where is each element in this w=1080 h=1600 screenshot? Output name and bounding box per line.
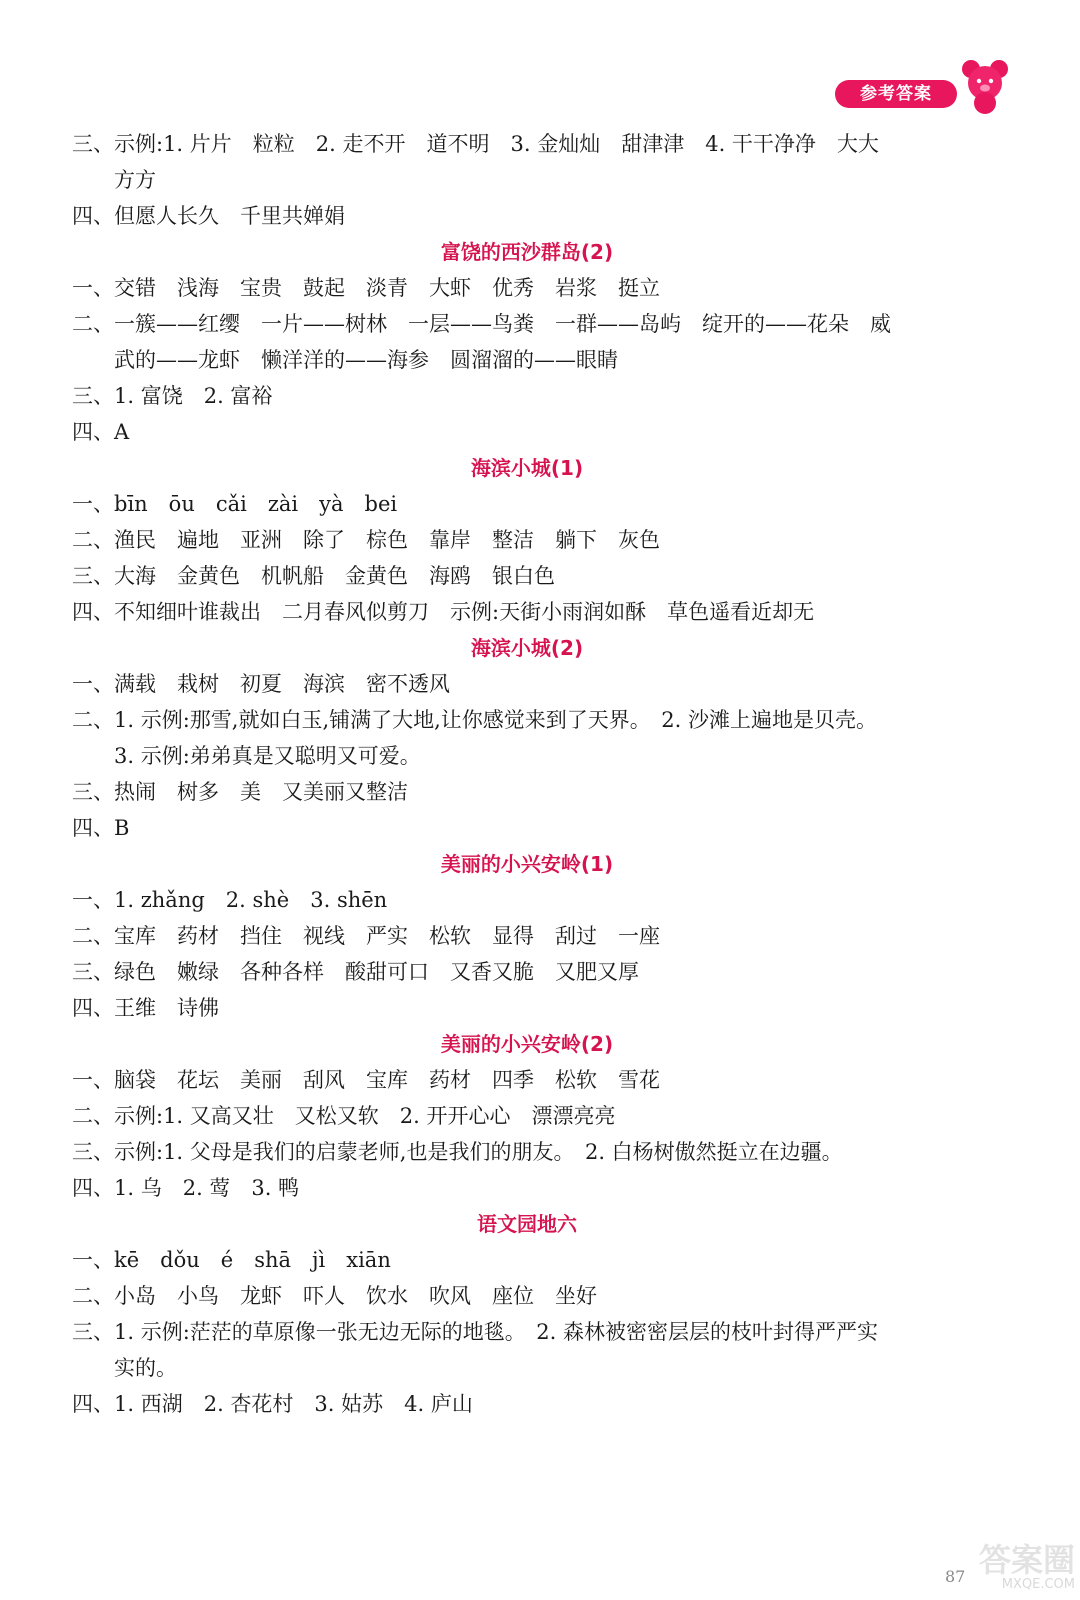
answer-line: 四、A xyxy=(72,420,130,444)
answer-line: 一、bīn ōu cǎi zài yà bei xyxy=(72,492,398,516)
answer-line: 三、1. 示例:茫茫的草原像一张无边无际的地毯。 2. 森林被密密层层的枝叶封得严严实 xyxy=(72,1320,878,1344)
teddy-bear-icon xyxy=(955,55,1015,115)
answer-line: 三、示例:1. 父母是我们的启蒙老师,也是我们的朋友。 2. 白杨树傲然挺立在边疆。 xyxy=(72,1140,843,1164)
answer-line: 四、但愿人长久 千里共婵娟 xyxy=(72,204,345,228)
answer-line: 二、渔民 遍地 亚洲 除了 棕色 靠岸 整洁 躺下 灰色 xyxy=(72,528,660,552)
answer-line: 一、满载 栽树 初夏 海滨 密不透风 xyxy=(72,672,450,696)
answer-line: 三、绿色 嫩绿 各种各样 酸甜可口 又香又脆 又肥又厚 xyxy=(72,960,639,984)
answer-line-continuation: 实的。 xyxy=(114,1356,177,1380)
answer-line-continuation: 3. 示例:弟弟真是又聪明又可爱。 xyxy=(114,744,421,768)
answer-line-continuation: 武的——龙虾 懒洋洋的——海参 圆溜溜的——眼睛 xyxy=(114,348,618,372)
section-heading: 美丽的小兴安岭(1) xyxy=(440,852,614,876)
answer-line: 四、1. 乌 2. 莺 3. 鸭 xyxy=(72,1176,300,1200)
answer-line: 三、1. 富饶 2. 富裕 xyxy=(72,384,273,408)
answer-line: 一、kē dǒu é shā jì xiān xyxy=(72,1248,391,1272)
section-heading: 富饶的西沙群岛(2) xyxy=(440,240,614,264)
answer-line: 一、脑袋 花坛 美丽 刮风 宝库 药材 四季 松软 雪花 xyxy=(72,1068,660,1092)
answer-key-badge: 参考答案 xyxy=(835,80,957,108)
answer-line: 四、不知细叶谁裁出 二月春风似剪刀 示例:天街小雨润如酥 草色遥看近却无 xyxy=(72,600,815,624)
watermark-logo: 答案圈 xyxy=(978,1541,1075,1579)
answer-line-continuation: 方方 xyxy=(114,168,156,192)
section-heading: 语文园地六 xyxy=(477,1212,577,1236)
answer-line: 四、B xyxy=(72,816,130,840)
section-heading: 美丽的小兴安岭(2) xyxy=(440,1032,614,1056)
watermark-url: MXQE.COM xyxy=(1001,1577,1075,1592)
page-number: 87 xyxy=(945,1567,966,1586)
answer-line: 二、1. 示例:那雪,就如白玉,铺满了大地,让你感觉来到了天界。 2. 沙滩上遍地是贝壳。 xyxy=(72,708,878,732)
answer-line: 一、交错 浅海 宝贵 鼓起 淡青 大虾 优秀 岩浆 挺立 xyxy=(72,276,660,300)
answer-line: 三、大海 金黄色 机帆船 金黄色 海鸥 银白色 xyxy=(72,564,555,588)
answer-line: 三、示例:1. 片片 粒粒 2. 走不开 道不明 3. 金灿灿 甜津津 4. 干干净净 大大 xyxy=(72,132,879,156)
answer-line: 二、小岛 小鸟 龙虾 吓人 饮水 吹风 座位 坐好 xyxy=(72,1284,597,1308)
watermark xyxy=(950,1543,1075,1593)
answer-line: 二、宝库 药材 挡住 视线 严实 松软 显得 刮过 一座 xyxy=(72,924,660,948)
answer-line: 三、热闹 树多 美 又美丽又整洁 xyxy=(72,780,408,804)
answer-line: 一、1. zhǎng 2. shè 3. shēn xyxy=(72,888,388,912)
answer-line: 二、示例:1. 又高又壮 又松又软 2. 开开心心 漂漂亮亮 xyxy=(72,1104,616,1128)
answer-line: 四、1. 西湖 2. 杏花村 3. 姑苏 4. 庐山 xyxy=(72,1392,473,1416)
section-heading: 海滨小城(1) xyxy=(470,456,584,480)
answer-line: 二、一簇——红缨 一片——树林 一层——鸟粪 一群——岛屿 绽开的——花朵 威 xyxy=(72,312,891,336)
answer-line: 四、王维 诗佛 xyxy=(72,996,219,1020)
section-heading: 海滨小城(2) xyxy=(470,636,584,660)
answer-content xyxy=(72,126,982,1422)
